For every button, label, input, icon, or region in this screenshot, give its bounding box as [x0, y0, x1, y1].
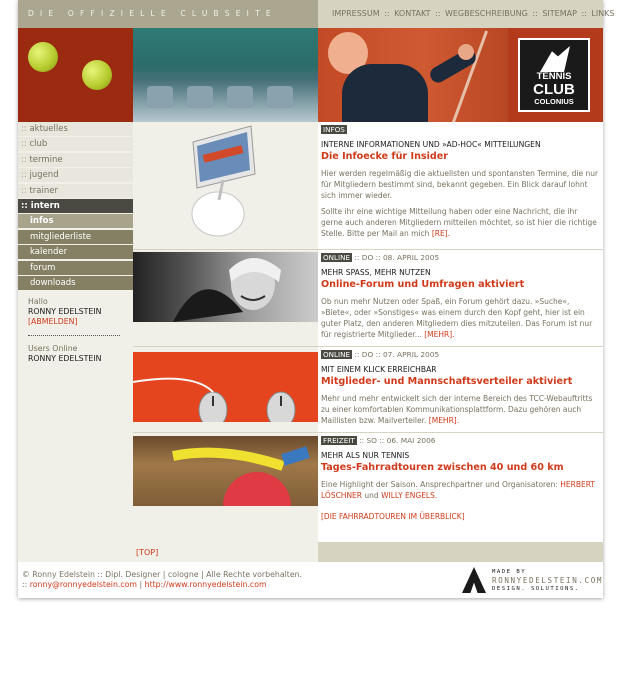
mouse-icon: [133, 352, 318, 422]
imac-icon: [133, 122, 318, 248]
top-link[interactable]: [TOP]: [136, 548, 159, 557]
image-column: [133, 122, 318, 542]
sidebar-item-label: trainer: [29, 185, 58, 196]
article-kicker: INTERNE INFORMATIONEN UND »AD-HOC« MITTEILUNGEN: [321, 140, 541, 149]
article-text: Ob nun mehr Nutzen oder Spaß, ein Forum gehört dazu. »Suche«, »Biete«, oder »Sonstiges« was einem durch den Kopf geht, hier ist ein guter Platz, den anderen Mitgliedern dies mitzuteilen. Das Forum ist nur für registrierte Mitglieder...: [321, 297, 593, 339]
article-text: Sollte ihr eine wichtige Mitteilung haben oder eine Nachricht, die ihr gerne auch anderen Mitgliedern mitteilen möchtet, so ist hier die richtige Stelle. Bitte per Mail an mich: [321, 207, 597, 238]
article-fahrradtouren: [318, 436, 603, 522]
sidebar-item-aktuelles[interactable]: [18, 122, 133, 136]
row-divider: [133, 432, 603, 433]
footer-separator: |: [139, 580, 143, 589]
article-infos: [318, 125, 603, 239]
contact-link[interactable]: HERBERT LÖSCHNER: [321, 480, 595, 500]
nav-prefix: ::: [21, 154, 27, 165]
nav-prefix: ::: [21, 185, 27, 196]
sidebar-item-jugend[interactable]: [18, 168, 133, 182]
user-box: [18, 291, 133, 327]
users-online-label: Users Online: [28, 344, 78, 354]
row-divider: [133, 249, 603, 250]
sitemap-link[interactable]: SITEMAP: [542, 9, 577, 18]
nav-prefix: ::: [21, 139, 27, 150]
category-badge: FREIZEIT: [323, 436, 355, 445]
tennis-player-icon: [540, 46, 570, 72]
article-headline[interactable]: Die Infoecke für Insider: [321, 151, 449, 162]
sidebar-subitem-downloads[interactable]: downloads: [18, 276, 133, 290]
online-user-name: RONNY EDELSTEIN: [28, 354, 102, 364]
made-by-label: MADE BY: [492, 569, 527, 575]
tennis-player-image: [318, 28, 508, 122]
nav-separator: ::: [384, 9, 390, 18]
greeting: Hallo: [28, 297, 48, 307]
sidebar-item-intern[interactable]: [18, 199, 133, 213]
woman-icon: [133, 252, 318, 322]
footer: [18, 562, 603, 598]
player-body-shape: [342, 64, 428, 122]
article-body: [321, 393, 599, 426]
kontakt-link[interactable]: KONTAKT: [394, 9, 431, 18]
top-navigation: [318, 0, 615, 28]
nav-prefix: ::: [21, 170, 27, 181]
footer-prefix: ::: [22, 580, 28, 589]
nav-separator: ::: [435, 9, 441, 18]
category-badge: INFOS: [323, 125, 345, 134]
nav-prefix: ::: [21, 200, 28, 211]
wegbeschreibung-link[interactable]: WEGBESCHREIBUNG: [444, 9, 528, 18]
article-forum: [318, 253, 603, 340]
content-column: [318, 122, 603, 542]
article-kicker: MIT EINEM KLICK ERREICHBAR: [321, 365, 437, 374]
category-badge: ONLINE: [323, 350, 351, 359]
sidebar-subitem-mitgliederliste[interactable]: mitgliederliste: [18, 230, 133, 244]
article-body: [321, 479, 599, 501]
tennis-ball-icon: [82, 60, 112, 90]
overview-link[interactable]: [DIE FAHRRADTOUREN IM ÜBERBLICK]: [321, 512, 465, 521]
mail-link[interactable]: [RE].: [431, 229, 451, 238]
designer-logo-icon: [462, 567, 486, 593]
logo-box: [518, 38, 590, 112]
seat-shape: [227, 86, 253, 108]
email-link[interactable]: ronny@ronnyedelstein.com: [29, 580, 138, 589]
divider: [28, 335, 120, 336]
article-date: :: DO :: 07. APRIL 2005: [354, 350, 440, 359]
footer-text: [22, 570, 302, 590]
sidebar: [18, 122, 133, 542]
club-logo[interactable]: [508, 28, 603, 122]
made-by-slogan: DESIGN. SOLUTIONS.: [492, 586, 580, 592]
article-tagline: [321, 350, 599, 360]
impressum-link[interactable]: IMPRESSUM: [332, 9, 380, 18]
article-body: [321, 206, 599, 239]
article-kicker: MEHR SPASS, MEHR NUTZEN: [321, 268, 431, 277]
imac-image: [133, 122, 318, 248]
user-name: RONNY EDELSTEIN: [28, 307, 102, 317]
seat-shape: [187, 86, 213, 108]
conjunction-text: und: [364, 491, 379, 500]
tennis-balls-image: [18, 28, 133, 122]
article-headline[interactable]: Online-Forum und Umfragen aktiviert: [321, 279, 525, 290]
sidebar-item-label: club: [29, 139, 48, 150]
sidebar-item-club[interactable]: [18, 137, 133, 151]
article-tagline: [321, 125, 599, 135]
category-badge: ONLINE: [323, 253, 351, 262]
tricycle-image: [133, 436, 318, 506]
sidebar-item-termine[interactable]: [18, 153, 133, 167]
logo-text-tennis: TENNIS: [536, 71, 572, 82]
nav-prefix: ::: [21, 124, 27, 134]
article-kicker: MEHR ALS NUR TENNIS: [321, 451, 410, 460]
article-date: :: SO :: 06. MAI 2006: [359, 436, 436, 445]
logo-text-club: CLUB: [533, 81, 575, 98]
article-tagline: [321, 436, 599, 446]
more-link[interactable]: [MEHR].: [424, 330, 455, 339]
sidebar-item-label: termine: [29, 154, 63, 165]
footer-bar: [18, 542, 603, 562]
sidebar-item-label: aktuelles: [29, 124, 68, 134]
sidebar-item-trainer[interactable]: [18, 184, 133, 198]
footer-bar-middle: [133, 542, 318, 562]
footer-bar-right: [318, 542, 603, 562]
page: [18, 0, 615, 598]
logout-link[interactable]: [ABMELDEN]: [28, 317, 78, 327]
stadium-seats-image: [133, 28, 318, 122]
nav-separator: ::: [581, 9, 587, 18]
tennis-ball-icon: [28, 42, 58, 72]
more-link[interactable]: [MEHR].: [428, 416, 460, 425]
links-link[interactable]: LINKS: [591, 9, 615, 18]
mice-image: [133, 352, 318, 422]
article-verteiler: [318, 350, 603, 426]
article-text: Mehr und mehr entwickelt sich der interne Bereich des TCC-Webauftritts zu einer komfortablen Kommunikationsplattform. Dazu gehören auch Maillisten bzw. Mailverteiler.: [321, 394, 593, 425]
sidebar-item-label: jugend: [29, 170, 59, 181]
site-tagline: DIE OFFIZIELLE CLUBSEITE: [18, 0, 318, 28]
logo-text-colonius: COLONIUS: [534, 97, 574, 106]
article-text: Eine Highlight der Saison. Ansprechpartner und Organisatoren:: [321, 480, 558, 489]
sidebar-subitem-infos[interactable]: infos: [18, 214, 133, 228]
made-by-name: RONNYEDELSTEIN.COM: [492, 576, 604, 585]
footer-contact: [22, 580, 302, 590]
nav-separator: ::: [532, 9, 538, 18]
article-body: Hier werden regelmäßig die aktuellsten und spontansten Termine, die nur für Mitgliedern bestimmt sind, bekannt gegeben. Ein Blick darauf lohnt sich immer wieder.: [321, 169, 599, 200]
row-divider: [133, 346, 603, 347]
made-by-logo[interactable]: [458, 567, 603, 595]
copyright: © Ronny Edelstein :: Dipl. Designer | cologne | Alle Rechte vorbehalten.: [22, 570, 303, 579]
seat-shape: [147, 86, 173, 108]
sidebar-subitem-forum[interactable]: forum: [18, 261, 133, 275]
users-online-box: [18, 344, 133, 364]
article-body: [321, 296, 599, 340]
website-link[interactable]: http://www.ronnyedelstein.com: [144, 580, 267, 589]
sidebar-subitem-kalender[interactable]: kalender: [18, 245, 133, 259]
article-headline[interactable]: Mitglieder- und Mannschaftsverteiler aktiviert: [321, 376, 573, 387]
article-tagline: [321, 253, 599, 263]
footer-bar-left: [18, 542, 133, 562]
article-date: :: DO :: 08. APRIL 2005: [354, 253, 440, 262]
woman-with-fan-image: [133, 252, 318, 322]
player-fist-shape: [458, 44, 474, 60]
contact-link[interactable]: WILLY ENGELS.: [381, 491, 438, 500]
sidebar-item-label: intern: [30, 200, 60, 211]
tricycle-icon: [133, 436, 318, 506]
seat-shape: [267, 86, 293, 108]
article-headline[interactable]: Tages-Fahrradtouren zwischen 40 und 60 km: [321, 462, 564, 473]
